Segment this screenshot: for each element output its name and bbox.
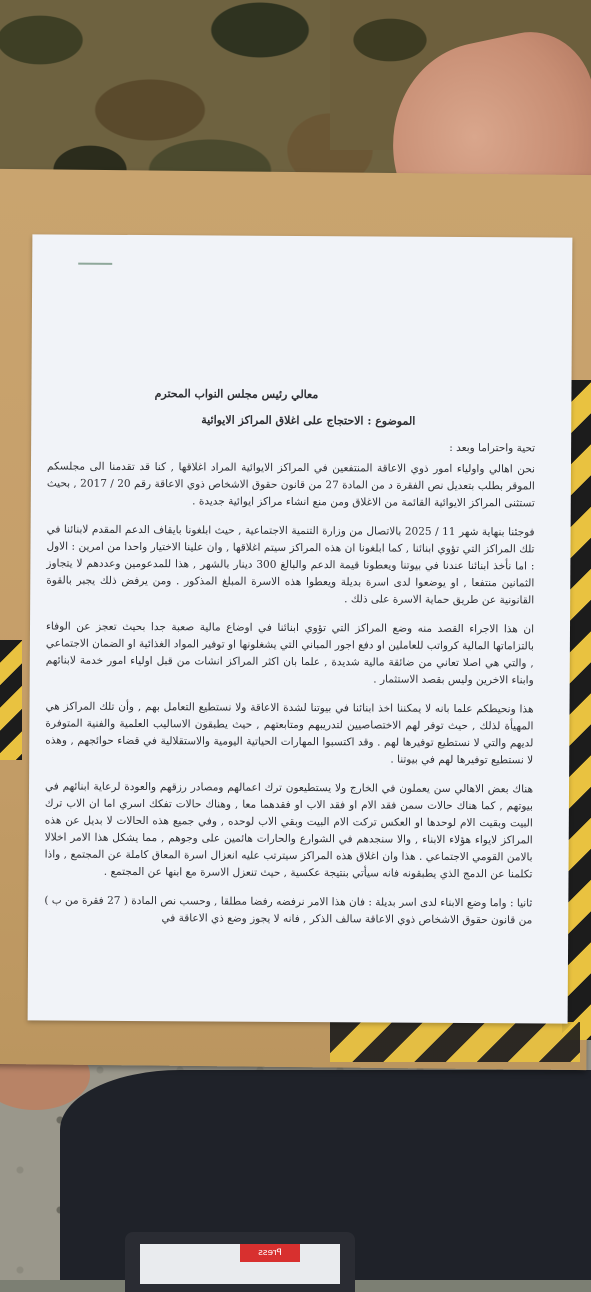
letter-paragraph: ان هذا الاجراء القصد منه وضع المراكز التي تؤوي ابنائنا في اوضاع مالية صعبة جدا بحيث تعجز عن الوفاء بالتزاماتها المالية كرواتب للعاملين او دفع اجور المباني التي يشغلونها او توفير المواد الغذائية او الضمان الاجتماعي , والتي هي اصلا تعاني من ضائقة مالية شديدة , علما بان اكثر المراكز انشات من قبل اولياء امور خدمة لابنائهم وابناء الاخرين وليس بقصد الاستثمار . [45, 620, 535, 687]
letter-paragraph: فوجئنا بنهاية شهر 11 / 2025 بالاتصال من وزارة التنمية الاجتماعية , حيث ابلغونا بايقاف الدعم المقدم لابنائنا في تلك المراكز التي تؤوي ابنائنا , كما ابلغونا ان هذه المراكز سيتم اغلاقها , وان علينا الاختيار واحدا من امرين : الاول : اما نأخذ ابنائنا عندنا في بيوتنا ويعطونا قيمة الدعم والبالغ 300 دينار بالشهر , هذا للمدعومين وعددهم لا يتجاوز الثمانين منتفعا , او يوضعوا لدى اسرة بديلة ويعطوا هذه الاسرة المبلغ المذكور . ومن يرفض ذلك يجبر بالقوة القانونية عن طريق حماية الاسرة على ذلك . [46, 523, 535, 607]
hazard-tape-bottom [330, 1022, 580, 1062]
letter-paragraph: نحن اهالي واولياء امور ذوي الاعاقة المنتفعين في المراكز الايوائية المراد اغلاقها , كنا قد تقدمنا الى مجلسكم الموقر بطلب بتعديل نص الفقرة د من المادة 27 من قانون حقوق الاشخاص ذوي الاعاقة رقم 20 / 2017 , بحيث تستثنى المراكز الايوائية القائمة من الاغلاق ومن منع انشاء مراكز ايوائية جديدة . [46, 460, 536, 510]
letter-subject: الموضوع : الاحتجاج على اغلاق المراكز الايوائية [201, 413, 416, 428]
letter-paper [28, 234, 573, 1023]
letter-paragraph: هذا ونحيطكم علما بانه لا يمكننا اخذ ابنائنا في بيوتنا لشدة الاعاقة ولا نستطيع التعامل بهم , وأن تلك المراكز هي المهيأة لذلك , حيث توفر لهم الاختصاصيين لتدريبهم ومتابعتهم , حيث يطبقون الاساليب العلمية والفنية المتوفرة لديهم والتي لا نستطيع توفيرها لهم . وقد اكتسبوا المهارات الحياتية اليومية والاستقلالية في قضاء حوائجهم , وهذه لا نستطيع توفيرها لهم في بيوتنا . [45, 700, 534, 767]
letter-paragraph: هناك بعض الاهالي سن يعملون في الخارج ولا يستطيعون ترك اعمالهم ومصادر رزقهم والعودة لرعاية ابنائهم في بيوتهم , كما هناك حالات سمن فقد الام او فقد الاب او فقدهما معا , وهناك حالات تفكك اسري اما ان الاب ترك البيت وبقيت الام لوحدها او العكس تركت الام البيت وبقي الاب لوحده , وفي جميع هذه الحالات لا بديل عن هذه المراكز لايواء هؤلاء الابناء , والا سنجدهم في الشوارع والحارات هائمين على وجوهم , مما يشكل هذا الامر اخلالا بالامن القومي الاجتماعي . هذا وان اغلاق هذه المراكز سيترتب عليه انعزال اسرة المعاق كاملة عن المجتمع , واذا تكلمنا عن الدمج الذي يطبقونه فانه سيأتي بنتيجة عكسية , حيث تنعزل الاسرة مع ابنها عن المجتمع . [44, 780, 534, 881]
press-badge-label: Press [240, 1244, 300, 1262]
letter-greeting: تحية واحتراما وبعد : [449, 441, 536, 455]
hazard-tape-left [0, 640, 22, 760]
staple-mark [78, 263, 112, 265]
letter-paragraph: ثانيا : واما وضع الابناء لدى اسر بديلة : فان هذا الامر نرفضه رفضا مطلقا , وحسب نص المادة ( 27 فقرة من ب ) من قانون حقوق الاشخاص ذوي الاعاقة سالف الذكر , فانه لا يجوز وضع ذي الاعاقة في [44, 894, 533, 927]
letter-addressee: معالي رئيس مجلس النواب المحترم [154, 387, 319, 402]
letter-body [44, 384, 535, 941]
